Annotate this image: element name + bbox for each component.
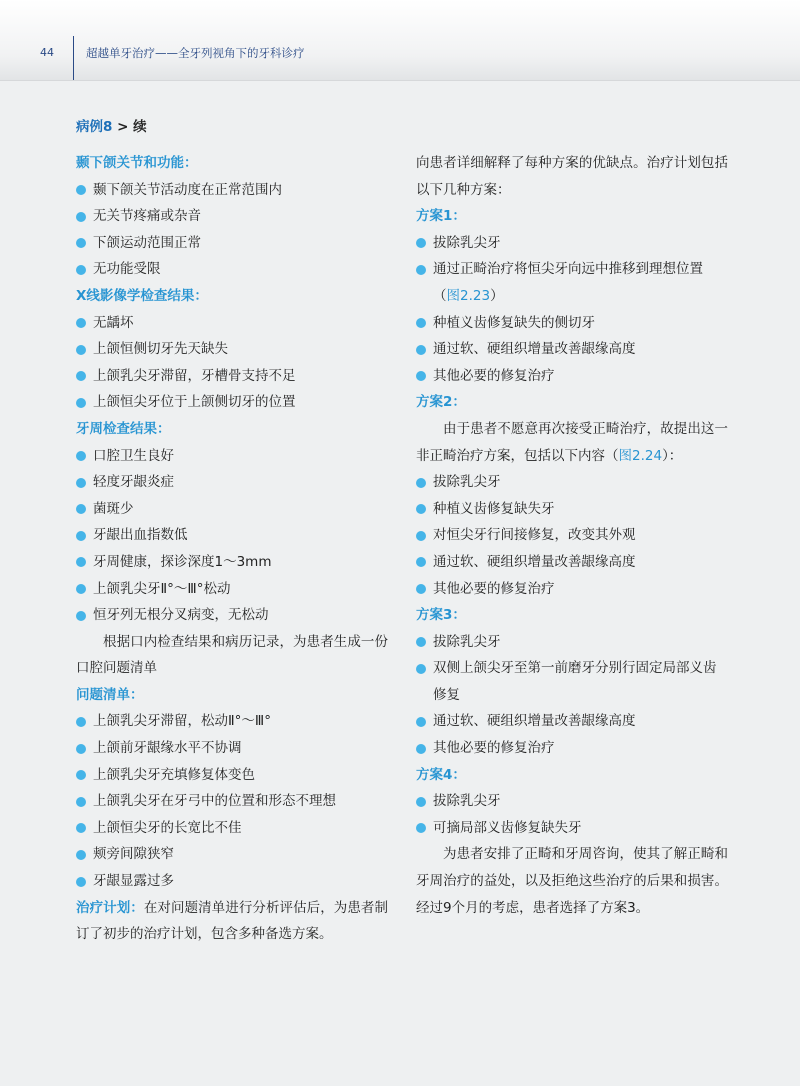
list-item: 无功能受限 xyxy=(76,256,388,283)
bullet-icon xyxy=(416,345,426,355)
list-item: 颞下颌关节活动度在正常范围内 xyxy=(76,177,388,204)
bullet-icon xyxy=(76,584,86,594)
list-item: 拔除乳尖牙 xyxy=(416,788,728,815)
bullet-icon xyxy=(416,371,426,381)
bullet-icon xyxy=(416,717,426,727)
list-item: 可摘局部义齿修复缺失牙 xyxy=(416,815,728,842)
list-item: 其他必要的修复治疗 xyxy=(416,363,728,390)
list-item: 种植义齿修复缺失牙 xyxy=(416,496,728,523)
treatment-plan-heading: 治疗计划： xyxy=(76,899,144,916)
running-title: 超越单牙治疗——全牙列视角下的牙科诊疗 xyxy=(86,46,305,60)
bullet-icon xyxy=(416,637,426,647)
list-item: 菌斑少 xyxy=(76,496,388,523)
bullet-icon xyxy=(76,265,86,275)
page-header xyxy=(0,0,800,81)
right-column xyxy=(416,150,728,921)
list-item: 通过软、硬组织增量改善龈缘高度 xyxy=(416,708,728,735)
list-item: 恒牙列无根分叉病变，无松动 xyxy=(76,602,388,629)
bullet-icon xyxy=(76,531,86,541)
list-item: 通过软、硬组织增量改善龈缘高度 xyxy=(416,549,728,576)
closing-paragraph: 为患者安排了正畸和牙周咨询，使其了解正畸和牙周治疗的益处，以及拒绝这些治疗的后果和损害。经过9个月的考虑，患者选择了方案3。 xyxy=(416,846,728,916)
figure-reference-link[interactable]: 图2.23 xyxy=(446,287,491,304)
list-item: 拔除乳尖牙 xyxy=(416,629,728,656)
list-item: 上颌恒侧切牙先天缺失 xyxy=(76,336,388,363)
list-item: 上颌乳尖牙充填修复体变色 xyxy=(76,762,388,789)
list-item: 下颌运动范围正常 xyxy=(76,230,388,257)
option2-heading: 方案2： xyxy=(416,394,466,411)
bullet-icon xyxy=(416,797,426,807)
option4-heading: 方案4： xyxy=(416,766,466,783)
bullet-icon xyxy=(76,823,86,833)
bullet-icon xyxy=(76,238,86,248)
case-label xyxy=(76,115,147,135)
intro-paragraph: 向患者详细解释了每种方案的优缺点。治疗计划包括以下几种方案： xyxy=(416,155,728,198)
list-item: 口腔卫生良好 xyxy=(76,443,388,470)
bullet-icon xyxy=(416,238,426,248)
list-item: 上颌乳尖牙在牙弓中的位置和形态不理想 xyxy=(76,788,388,815)
bullet-icon xyxy=(76,398,86,408)
problems-heading: 问题清单： xyxy=(76,686,144,703)
bullet-icon xyxy=(76,770,86,780)
list-item: 种植义齿修复缺失的侧切牙 xyxy=(416,310,728,337)
perio-heading: 牙周检查结果： xyxy=(76,420,171,437)
tmj-heading: 颞下颌关节和功能： xyxy=(76,155,198,171)
bullet-icon xyxy=(416,557,426,567)
list-item: 牙周健康，探诊深度1～3mm xyxy=(76,549,388,576)
bullet-icon xyxy=(416,504,426,514)
option3-heading: 方案3： xyxy=(416,607,466,624)
xray-heading: X线影像学检查结果： xyxy=(76,287,208,304)
treatment-plan-paragraph: 治疗计划：在对问题清单进行分析评估后，为患者制订了初步的治疗计划，包含多种备选方案。 xyxy=(76,899,389,943)
list-item: 上颌恒尖牙的长宽比不佳 xyxy=(76,815,388,842)
list-item: 对恒尖牙行间接修复，改变其外观 xyxy=(416,522,728,549)
list-item: 拔除乳尖牙 xyxy=(416,230,728,257)
bullet-icon xyxy=(416,265,426,275)
option2-paragraph: 由于患者不愿意再次接受正畸治疗，故提出这一非正畸治疗方案，包括以下内容（图2.24）： xyxy=(416,420,728,464)
bullet-icon xyxy=(76,877,86,887)
bullet-icon xyxy=(76,744,86,754)
list-item: 双侧上颌尖牙至第一前磨牙分别行固定局部义齿修复 xyxy=(416,655,728,708)
header-divider xyxy=(73,36,74,80)
bullet-icon xyxy=(416,478,426,488)
bullet-icon xyxy=(76,504,86,514)
bullet-icon xyxy=(416,744,426,754)
bullet-icon xyxy=(76,717,86,727)
list-item: 轻度牙龈炎症 xyxy=(76,469,388,496)
list-item: 牙龈显露过多 xyxy=(76,868,388,895)
option1-heading: 方案1： xyxy=(416,208,466,225)
list-item: 拔除乳尖牙 xyxy=(416,469,728,496)
bullet-icon xyxy=(416,823,426,833)
bullet-icon xyxy=(76,345,86,355)
bullet-icon xyxy=(76,451,86,461)
list-item: 无关节疼痛或杂音 xyxy=(76,203,388,230)
list-item: 其他必要的修复治疗 xyxy=(416,735,728,762)
bullet-icon xyxy=(76,797,86,807)
summary-paragraph: 根据口内检查结果和病历记录，为患者生成一份口腔问题清单 xyxy=(76,633,388,677)
list-item: 上颌恒尖牙位于上颌侧切牙的位置 xyxy=(76,389,388,416)
bullet-icon xyxy=(416,318,426,328)
bullet-icon xyxy=(416,584,426,594)
bullet-icon xyxy=(76,212,86,222)
bullet-icon xyxy=(76,371,86,381)
list-item: 颊旁间隙狭窄 xyxy=(76,841,388,868)
list-item: 通过正畸治疗将恒尖牙向远中推移到理想位置（图2.23） xyxy=(416,256,728,309)
figure-reference-link[interactable]: 图2.24 xyxy=(618,447,663,464)
list-item: 上颌乳尖牙Ⅱ°～Ⅲ°松动 xyxy=(76,576,388,603)
list-item: 上颌乳尖牙滞留，松动Ⅱ°～Ⅲ° xyxy=(76,708,388,735)
list-item: 牙龈出血指数低 xyxy=(76,522,388,549)
list-item: 通过软、硬组织增量改善龈缘高度 xyxy=(416,336,728,363)
case-continued: > 续 xyxy=(112,119,147,135)
bullet-icon xyxy=(76,850,86,860)
bullet-icon xyxy=(76,318,86,328)
bullet-icon xyxy=(76,611,86,621)
list-item: 上颌前牙龈缘水平不协调 xyxy=(76,735,388,762)
left-column xyxy=(76,150,388,948)
case-name: 病例8 xyxy=(76,119,113,135)
bullet-icon xyxy=(416,664,426,674)
bullet-icon xyxy=(76,557,86,567)
list-item: 上颌乳尖牙滞留，牙槽骨支持不足 xyxy=(76,363,388,390)
list-item: 其他必要的修复治疗 xyxy=(416,576,728,603)
page-number: 44 xyxy=(40,46,54,59)
bullet-icon xyxy=(416,531,426,541)
bullet-icon xyxy=(76,478,86,488)
bullet-icon xyxy=(76,185,86,195)
list-item: 无龋坏 xyxy=(76,310,388,337)
